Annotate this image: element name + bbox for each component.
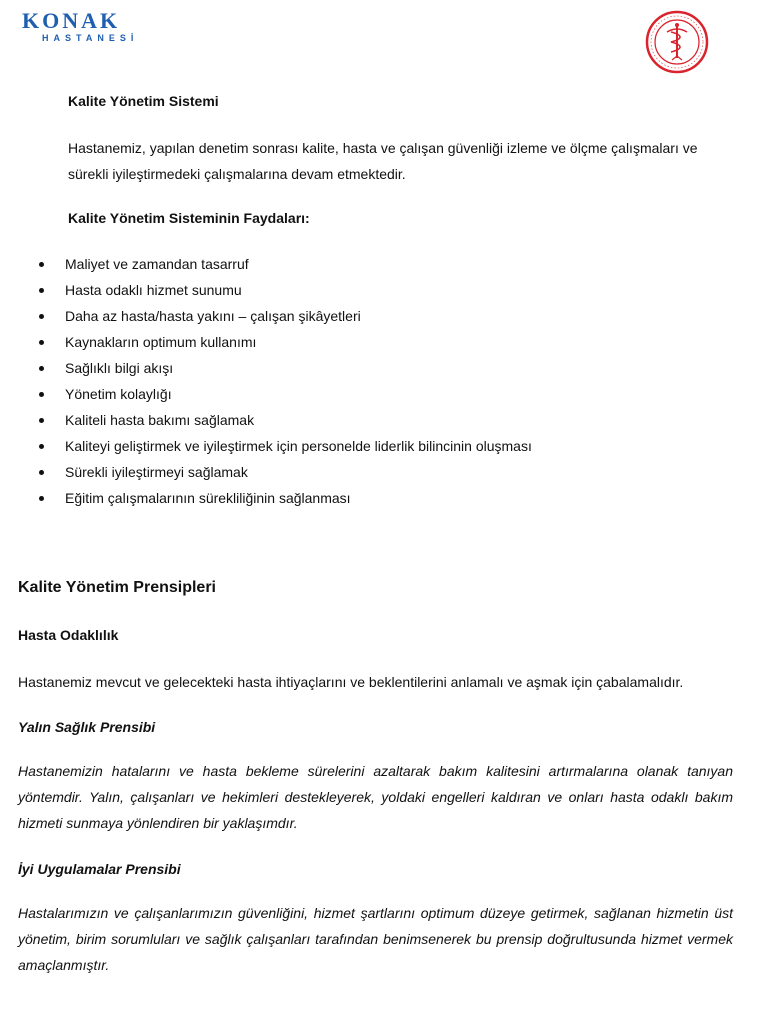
list-item-text: Yönetim kolaylığı (65, 386, 172, 402)
bullet-icon (39, 366, 44, 371)
bullet-icon (39, 314, 44, 319)
list-item-text: Kaliteyi geliştirmek ve iyileştirmek için personelde liderlik bilincinin oluşması (65, 438, 532, 454)
list-item-text: Kaynakların optimum kullanımı (65, 334, 257, 350)
bullet-icon (39, 496, 44, 501)
list-item (18, 485, 718, 511)
list-item (18, 407, 718, 433)
good-practice-title: İyi Uygulamalar Prensibi (18, 861, 181, 877)
good-practice-paragraph: Hastalarımızın ve çalışanlarımızın güvenliğini, hizmet şartlarını optimum düzeye getirmek, sağlanan hizmetin üst yönetim, birim sorumluları ve sağlık çalışanları tarafından benimsenerek bu prensip doğrultusunda hizmet vermek amaçlanmıştır. (18, 905, 733, 973)
benefits-list (18, 251, 718, 511)
quality-system-paragraph: Hastanemiz, yapılan denetim sonrası kalite, hasta ve çalışan güvenliği izleme ve ölçme çalışmaları ve sürekli iyileştirmedeki çalışmalarına devam etmektedir. (68, 140, 698, 182)
hospital-logo (22, 10, 138, 43)
bullet-icon (39, 288, 44, 293)
patient-focus-title: Hasta Odaklılık (18, 627, 119, 643)
section-title-principles: Kalite Yönetim Prensipleri (18, 579, 216, 596)
bullet-icon (39, 444, 44, 449)
list-item-text: Sürekli iyileştirmeyi sağlamak (65, 464, 248, 480)
bullet-icon (39, 392, 44, 397)
lean-principle-title: Yalın Sağlık Prensibi (18, 719, 156, 735)
lean-principle-paragraph: Hastanemizin hatalarını ve hasta bekleme sürelerini azaltarak bakım kalitesini artırmalarına olanak tanıyan yöntemdir. Yalın, çalışanları ve hekimleri destekleyerek, yoldaki engelleri kaldıran ve onları hasta odaklı bakım hizmeti sunmaya yönlendiren bir yaklaşımdır. (18, 763, 733, 831)
list-item (18, 355, 718, 381)
list-item (18, 381, 718, 407)
list-item-text: Daha az hasta/hasta yakını – çalışan şikâyetleri (65, 308, 361, 324)
list-item-text: Kaliteli hasta bakımı sağlamak (65, 412, 255, 428)
section-title-quality-system: Kalite Yönetim Sistemi (68, 93, 219, 109)
list-item (18, 277, 718, 303)
patient-focus-paragraph: Hastanemiz mevcut ve gelecekteki hasta ihtiyaçlarını ve beklentilerini anlamalı ve aşmak için çabalamalıdır. (18, 674, 684, 690)
page-header (0, 0, 769, 80)
benefits-title: Kalite Yönetim Sisteminin Faydaları: (68, 210, 310, 226)
list-item (18, 303, 718, 329)
list-item-text: Hasta odaklı hizmet sunumu (65, 282, 242, 298)
list-item-text: Sağlıklı bilgi akışı (65, 360, 174, 376)
list-item (18, 329, 718, 355)
bullet-icon (39, 262, 44, 267)
list-item (18, 433, 718, 459)
ministry-seal-icon (645, 10, 709, 74)
bullet-icon (39, 340, 44, 345)
bullet-icon (39, 418, 44, 423)
list-item (18, 251, 718, 277)
logo-main-text: KONAK (22, 8, 121, 33)
logo-sub-text: HASTANESİ (42, 33, 139, 43)
list-item-text: Maliyet ve zamandan tasarruf (65, 256, 249, 272)
list-item-text: Eğitim çalışmalarının sürekliliğinin sağlanması (65, 490, 351, 506)
bullet-icon (39, 470, 44, 475)
list-item (18, 459, 718, 485)
